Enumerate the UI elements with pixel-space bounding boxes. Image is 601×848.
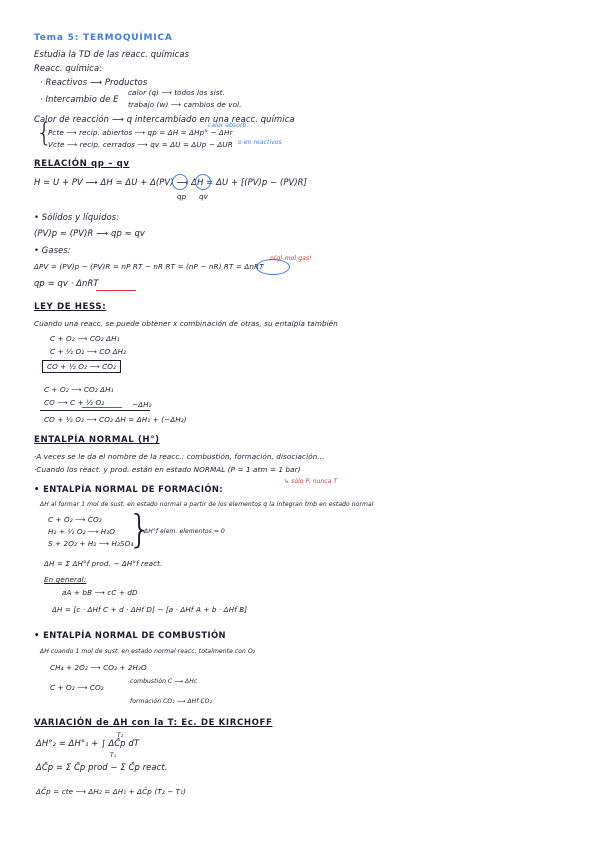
integral-limit: T₁ bbox=[110, 752, 117, 759]
annotation: calor absorb. bbox=[208, 122, 249, 129]
equation: ΔH = [c · ΔHf C + d · ΔHf D] − [a · ΔHf A + b · ΔHf B] bbox=[52, 605, 248, 614]
annotation: ΔH°f elem. elementos = 0 bbox=[144, 528, 225, 535]
subsection-heading: • ENTALPÍA NORMAL DE FORMACIÓN: bbox=[34, 484, 224, 494]
intro-line: · Intercambio de E bbox=[40, 94, 119, 104]
integral-limit: T₂ bbox=[117, 732, 124, 739]
equation: CO + ½ O₂ ⟶ CO₂ ΔH = ΔH₁ + (−ΔH₂) bbox=[44, 415, 187, 424]
equation: qp = qv · ΔnRT bbox=[34, 278, 99, 288]
equation: S + 2O₂ + H₂ ⟶ H₂SO₄ bbox=[48, 539, 134, 548]
text-line: ΔH al formar 1 mol de sust. en estado normal a partir de los elementos q la integran tmb en estado normal bbox=[40, 501, 374, 508]
highlight-circle bbox=[172, 174, 188, 190]
equation: CH₄ + 2O₂ ⟶ CO₂ + 2H₂O bbox=[50, 663, 147, 672]
highlight-circle bbox=[195, 174, 211, 190]
text-line: En general: bbox=[44, 575, 87, 584]
intro-line: Calor de reacción ⟶ q intercambiado en una reacc. química bbox=[34, 114, 295, 124]
annotation: formación CO₂ ⟶ ΔHf CO₂ bbox=[130, 698, 213, 705]
intro-line: Estudia la TD de las reacc. químicas bbox=[34, 49, 190, 59]
page-title: Tema 5: TERMOQUÍMICA bbox=[34, 33, 173, 43]
annotation: combustión C ⟶ ΔHc bbox=[130, 678, 198, 685]
equation: H = U + PV ⟶ ΔH = ΔU + Δ(PV) ⟶ ΔH = ΔU + [(PV)p − (PV)R] bbox=[34, 177, 307, 187]
red-underline bbox=[82, 407, 122, 408]
equation: CO ⟶ C + ½ O₂ bbox=[44, 398, 105, 407]
section-heading: VARIACIÓN de ΔH con la T: Ec. DE KIRCHOFF bbox=[34, 718, 273, 728]
equation: (PV)p ≈ (PV)R ⟶ qp ≈ qv bbox=[34, 228, 145, 238]
equation: C + O₂ ⟶ CO₂ ΔH₁ bbox=[50, 334, 120, 343]
annotation: n(g) mol gas! bbox=[270, 255, 312, 262]
text-line: • Gases: bbox=[34, 245, 71, 255]
red-underline bbox=[96, 290, 136, 291]
intro-line: · Reactivos ⟶ Productos bbox=[40, 77, 148, 87]
brace: { bbox=[36, 118, 53, 148]
equation: C + O₂ ⟶ CO₂ ΔH₁ bbox=[44, 385, 114, 394]
section-heading: ENTALPÍA NORMAL (H°) bbox=[34, 435, 160, 445]
equation: C + ½ O₂ ⟶ CO ΔH₂ bbox=[50, 347, 127, 356]
intro-line: calor (q) ⟶ todos los sist. bbox=[128, 88, 225, 97]
text-line: Cuando una reacc. se puede obtener x combinación de otras, su entalpía también bbox=[34, 319, 338, 328]
equation: C + O₂ ⟶ CO₂ bbox=[48, 515, 102, 524]
annotation: qp bbox=[177, 192, 187, 201]
equation: ΔPV = (PV)p − (PV)R = nP RT − nR RT = (nP − nR) RT = ΔnRT bbox=[34, 262, 264, 271]
text-line: ·Cuando los react. y prod. están en estado NORMAL (P = 1 atm = 1 bar) bbox=[34, 465, 301, 474]
equation: C + O₂ ⟶ CO₂ bbox=[50, 683, 104, 692]
subsection-heading: • ENTALPÍA NORMAL DE COMBUSTIÓN bbox=[34, 630, 226, 640]
equation: −ΔH₂ bbox=[132, 400, 152, 409]
equation: ΔC̄p = cte ⟶ ΔH₂ = ΔH₁ + ΔC̄p (T₂ − T₁) bbox=[36, 787, 186, 796]
sum-line bbox=[40, 410, 150, 411]
equation: aA + bB ⟶ cC + dD bbox=[62, 588, 138, 597]
text-line: ·A veces se le da el nombre de la reacc.: combustión, formación, disociación... bbox=[34, 452, 325, 461]
text-line: • Sólidos y líquidos: bbox=[34, 212, 120, 222]
intro-line: Reacc. química: bbox=[34, 63, 103, 73]
text-line: ΔH cuando 1 mol de sust. en estado normal reacc. totalmente con O₂ bbox=[40, 648, 256, 655]
annotation: o en reactivos bbox=[238, 139, 282, 146]
intro-line: Pcte ⟶ recip. abiertos ⟶ qp = ΔH = ΔHp° − ΔHr bbox=[48, 128, 233, 137]
annotation: qv bbox=[199, 192, 209, 201]
equation: H₂ + ½ O₂ ⟶ H₂O bbox=[48, 527, 115, 536]
equation: ΔC̄p = Σ C̄p prod − Σ C̄p react. bbox=[36, 762, 168, 772]
intro-line: trabajo (w) ⟶ cambios de vol. bbox=[128, 100, 242, 109]
boxed-equation: CO + ½ O₂ ⟶ CO₂ bbox=[42, 360, 121, 373]
equation: ΔH°₂ = ΔH°₁ + ∫ ΔC̄p dT bbox=[36, 738, 140, 748]
annotation: ↳ sólo P, nunca T bbox=[284, 478, 338, 485]
section-heading: RELACIÓN qp – qv bbox=[34, 159, 130, 169]
brace: } bbox=[128, 507, 153, 551]
equation: ΔH = Σ ΔH°f prod. − ΔH°f react. bbox=[44, 559, 163, 568]
intro-line: Vcte ⟶ recip. cerrados ⟶ qv = ΔU = ΔUp − ΔUR bbox=[48, 140, 233, 149]
section-heading: LEY DE HESS: bbox=[34, 302, 107, 312]
